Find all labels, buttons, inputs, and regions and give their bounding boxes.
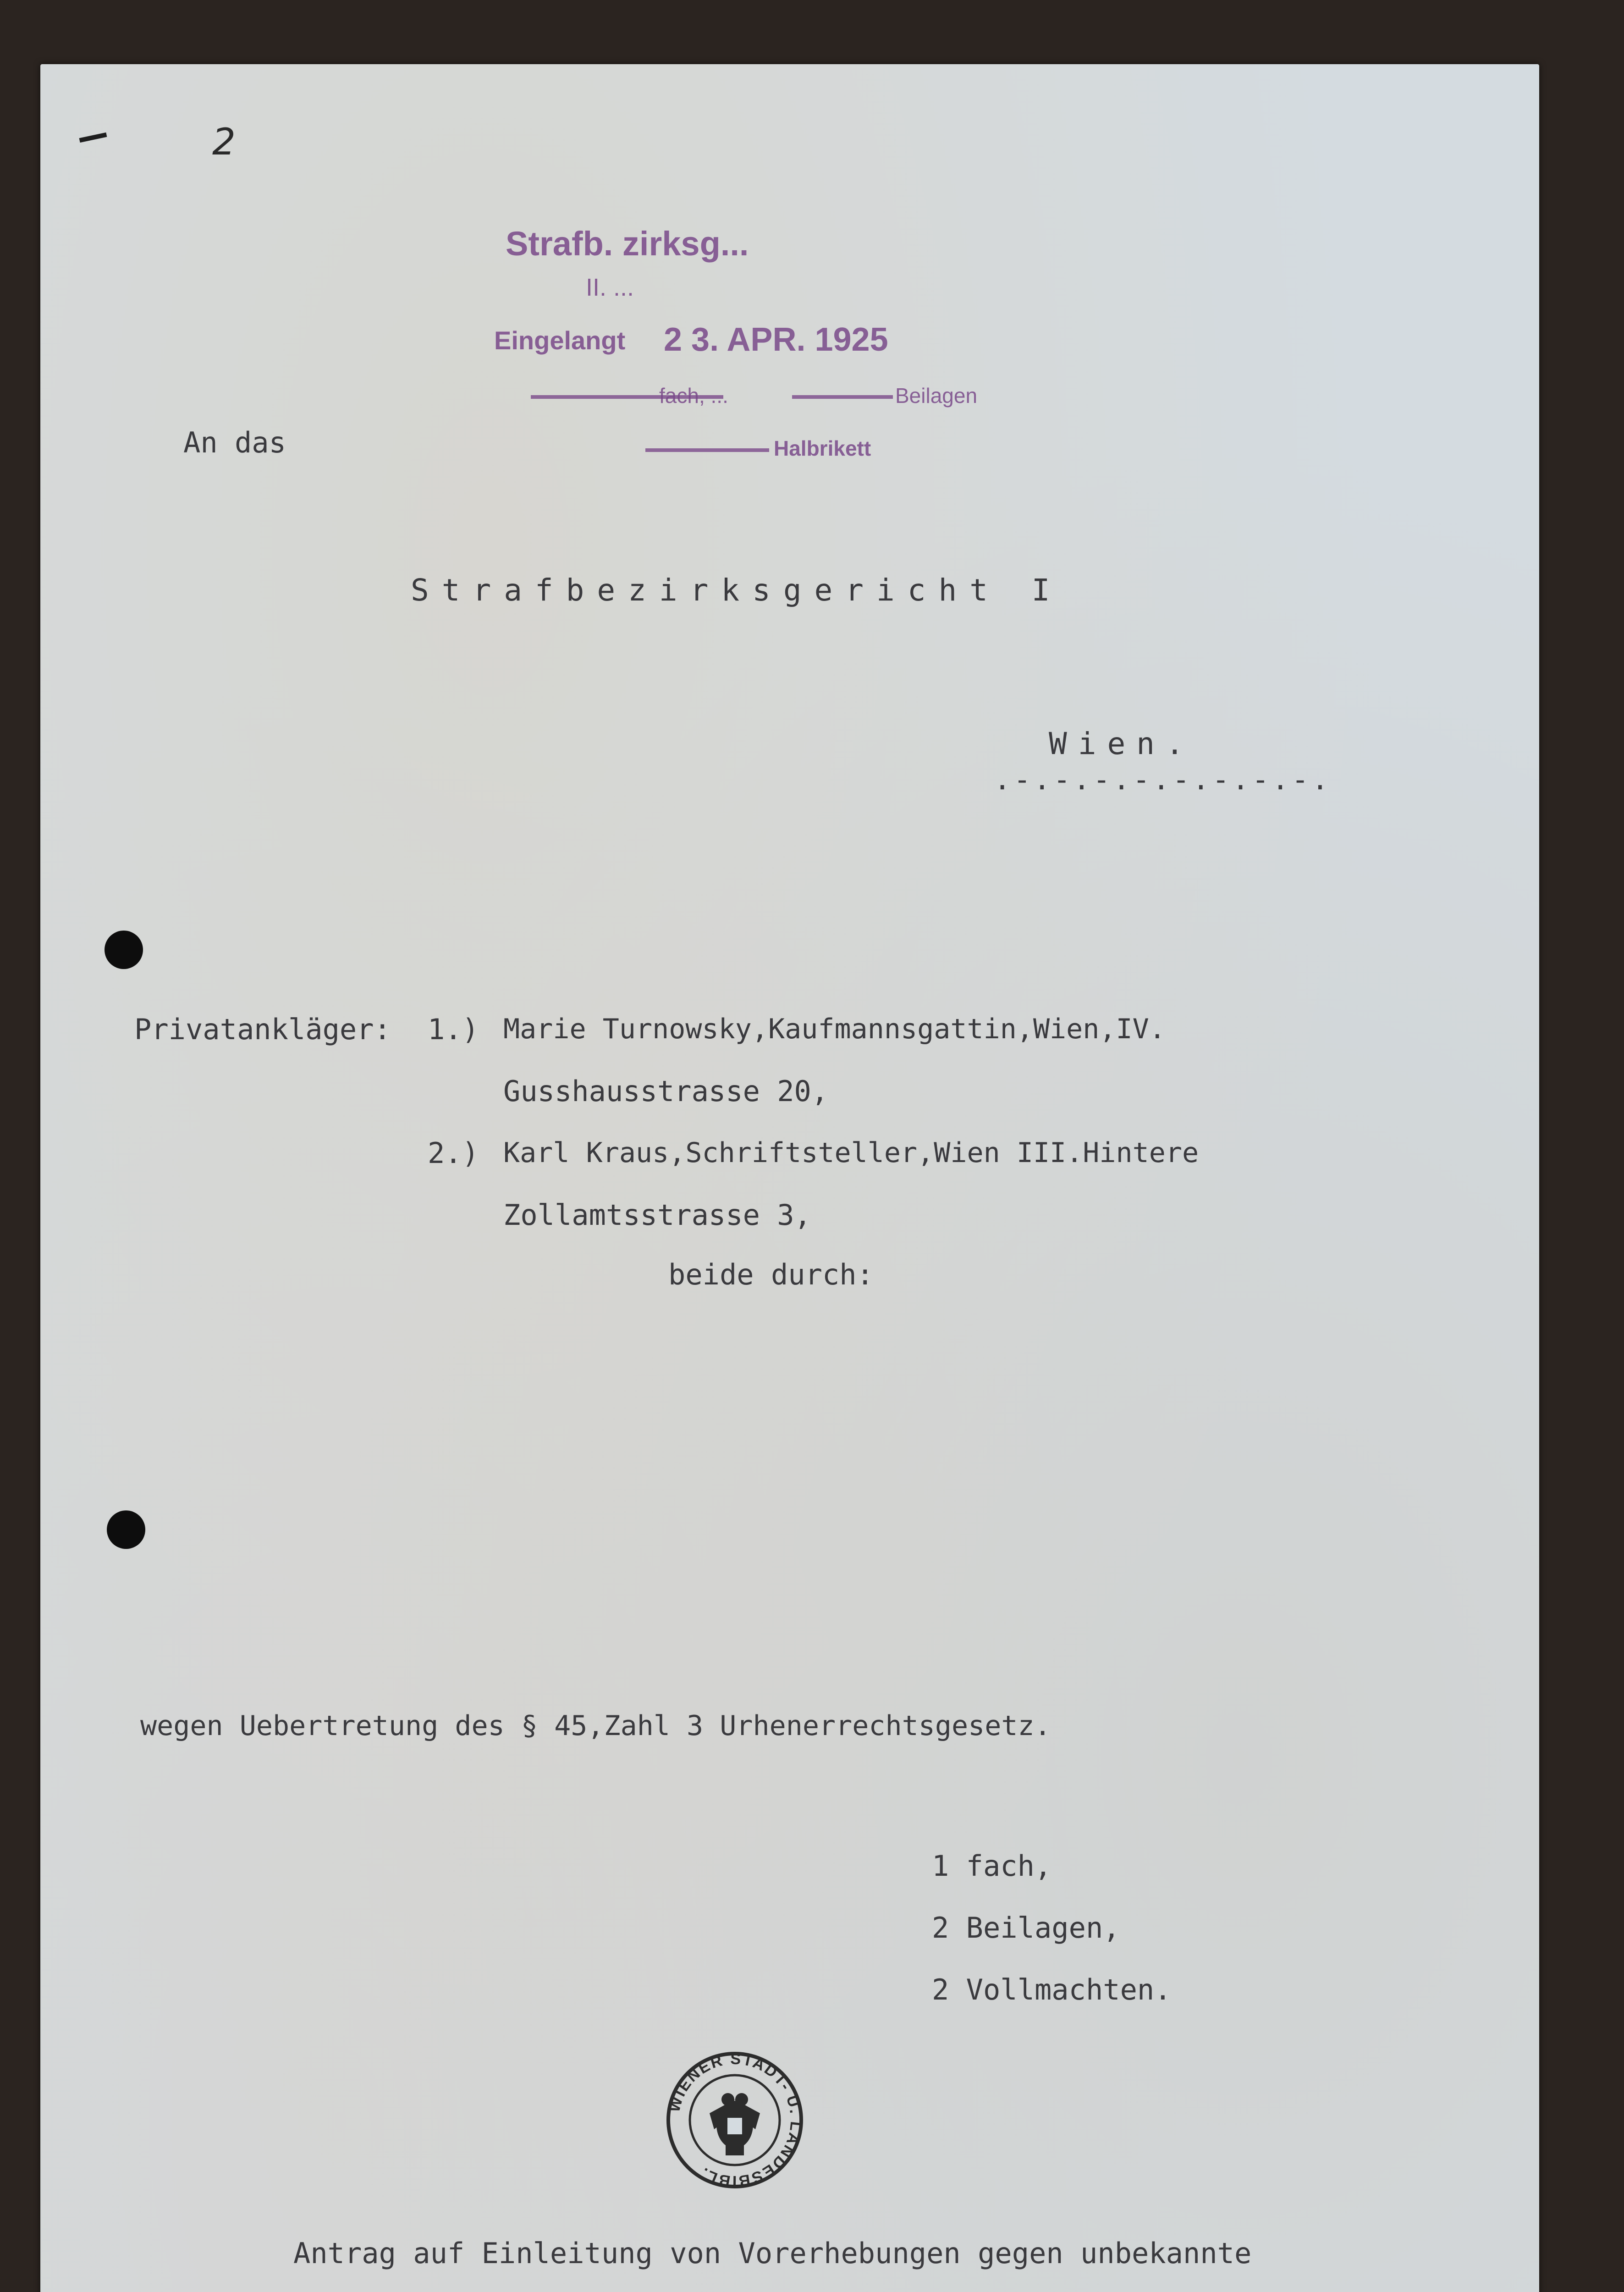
stamp-received-date: 2 3. APR. 1925 — [664, 321, 888, 358]
plaintiff-1-line-2: Gusshausstrasse 20, — [503, 1074, 829, 1108]
stamp-received-label: Eingelangt — [494, 326, 626, 355]
court-name: Strafbezirksgericht I — [411, 573, 1063, 608]
punch-hole-lower — [107, 1510, 145, 1549]
punch-hole-upper — [105, 931, 143, 969]
enclosure-item: 1 fach, — [932, 1849, 1052, 1883]
salutation: An das — [183, 426, 286, 459]
stamp-rule-2 — [792, 395, 893, 399]
stamp-rule-3 — [645, 448, 769, 452]
city-underline: .-.-.-.-.-.-.-.-. — [994, 763, 1332, 796]
library-seal — [664, 2049, 806, 2191]
plaintiff-2-number: 2.) — [428, 1136, 479, 1170]
plaintiff-1-line-1: Marie Turnowsky,Kaufmannsgattin,Wien,IV. — [503, 1013, 1166, 1045]
subject-line: wegen Uebertretung des § 45,Zahl 3 Urhenerrechtsgesetz. — [140, 1710, 1051, 1742]
stamp-halbrikett-line: Halbrikett — [774, 436, 871, 460]
enclosure-item: 2 Vollmachten. — [932, 1973, 1172, 2006]
stamp-section-line: II. ... — [586, 274, 634, 301]
plaintiff-1-number: 1.) — [428, 1013, 479, 1046]
stamp-fach-line: fach, ... — [659, 384, 728, 408]
city: Wien. — [1049, 726, 1195, 761]
stamp-court-line: Strafb. zirksg... — [506, 225, 749, 263]
motion-line-1: Antrag auf Einleitung von Vorerhebungen gegen unbekannte — [293, 2237, 1252, 2270]
seal-text: WIENER STADT- U. LANDESBIBL. — [665, 2050, 805, 2190]
document-page — [40, 64, 1539, 2292]
plaintiffs-label: Privatankläger: — [134, 1013, 391, 1046]
corner-number-mark: 2 — [212, 121, 236, 163]
eagle-shield-icon — [727, 2118, 742, 2134]
ink-dash-mark — [79, 132, 107, 143]
represented-by: beide durch: — [668, 1258, 874, 1291]
plaintiff-2-line-1: Karl Kraus,Schriftsteller,Wien III.Hintere — [503, 1137, 1199, 1169]
enclosure-item: 2 Beilagen, — [932, 1911, 1120, 1945]
plaintiff-2-line-2: Zollamtsstrasse 3, — [503, 1198, 811, 1232]
stamp-beilagen-line: Beilagen — [895, 384, 978, 408]
